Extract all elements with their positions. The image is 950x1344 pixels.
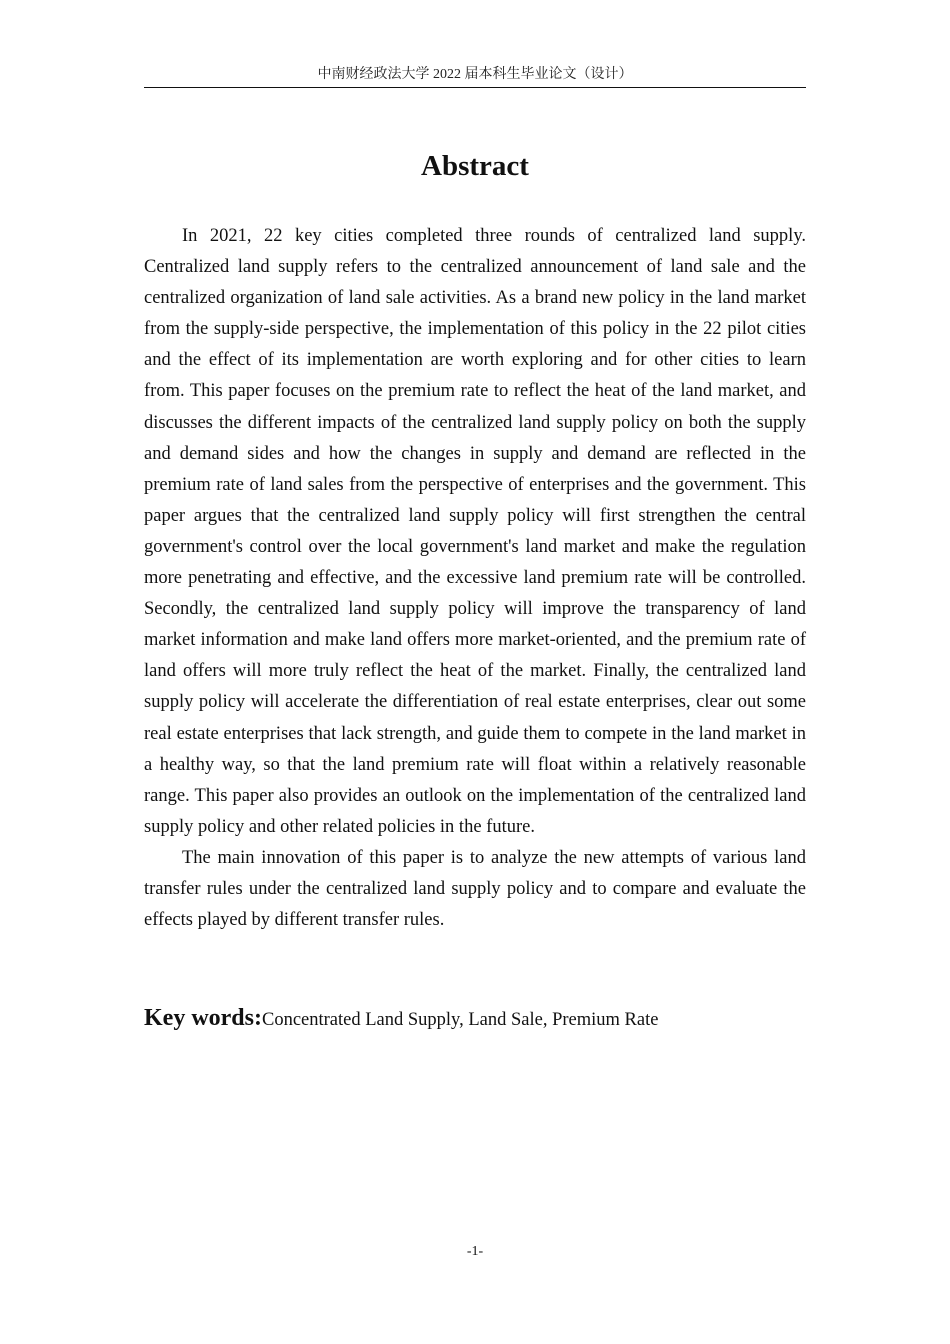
keywords-label: Key words:: [144, 1005, 262, 1031]
keywords-value: Concentrated Land Supply, Land Sale, Premium Rate: [261, 1010, 659, 1030]
keywords-line: [144, 1001, 806, 1038]
abstract-paragraph-1: In 2021, 22 key cities completed three rounds of centralized land supply. Centralized land supply refers to the centralized announcement of land sale and the centralized organization of land sale activities. As a brand new policy in the land market from the supply-side perspective, the implementation of this policy in the 22 pilot cities and the effect of its implementation are worth exploring and for other cities to learn from. This paper focuses on the premium rate to reflect the heat of the land market, and discusses the different impacts of the centralized land supply policy on both the supply and demand sides and how the changes in supply and demand are reflected in the premium rate of land sales from the perspective of enterprises and the government. This paper argues that the centralized land supply policy will first strengthen the central government's control over the local government's land market and make the regulation more penetrating and effective, and the excessive land premium rate will be controlled. Secondly, the centralized land supply policy will improve the transparency of land market information and make land offers more market-oriented, and the premium rate of land offers will more truly reflect the heat of the market. Finally, the centralized land supply policy will accelerate the differentiation of real estate enterprises, clear out some real estate enterprises that lack strength, and guide them to compete in the land market in a healthy way, so that the land premium rate will float within a relatively reasonable range. This paper also provides an outlook on the implementation of the centralized land supply policy and other related policies in the future.: [144, 226, 806, 837]
abstract-title: Abstract: [421, 150, 529, 182]
header-rule: [144, 87, 806, 88]
page-number: -1-: [466, 1244, 484, 1259]
running-header: 中南财经政法大学 2022 届本科生毕业论文（设计）: [317, 67, 633, 82]
abstract-paragraph-2: The main innovation of this paper is to analyze the new attempts of various land transfer rules under the centralized land supply policy and to compare and evaluate the effects played by different transfer rules.: [144, 847, 806, 931]
abstract-body: [144, 221, 806, 936]
